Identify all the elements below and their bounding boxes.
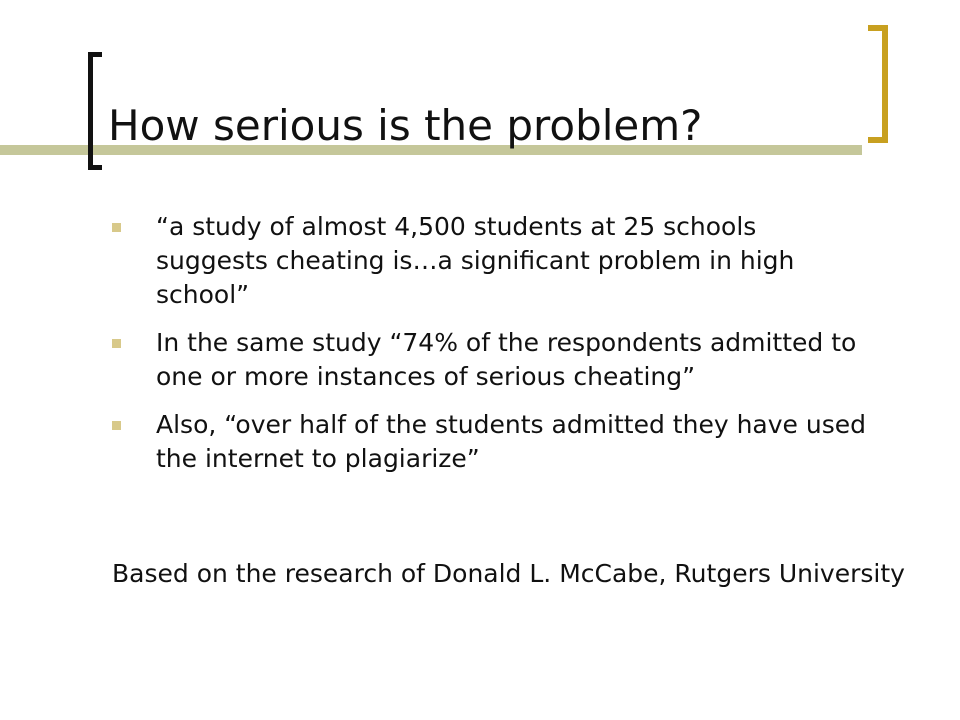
right-bracket-decoration (868, 25, 888, 143)
bullet-item (112, 408, 872, 476)
bullet-text: “a study of almost 4,500 students at 25 schools suggests cheating is…a significant problem in high school” (156, 212, 795, 309)
bullet-item (112, 326, 872, 394)
left-bracket-decoration (88, 52, 102, 170)
square-bullet-icon (112, 223, 121, 232)
bullet-text: Also, “over half of the students admitted they have used the internet to plagiarize” (156, 410, 866, 473)
slide-title: How serious is the problem? (108, 101, 703, 150)
bullet-text: In the same study “74% of the respondents admitted to one or more instances of serious cheating” (156, 328, 857, 391)
bullet-list (112, 210, 872, 490)
bullet-item (112, 210, 872, 312)
square-bullet-icon (112, 339, 121, 348)
square-bullet-icon (112, 421, 121, 430)
source-note: Based on the research of Donald L. McCabe, Rutgers University (112, 559, 905, 588)
